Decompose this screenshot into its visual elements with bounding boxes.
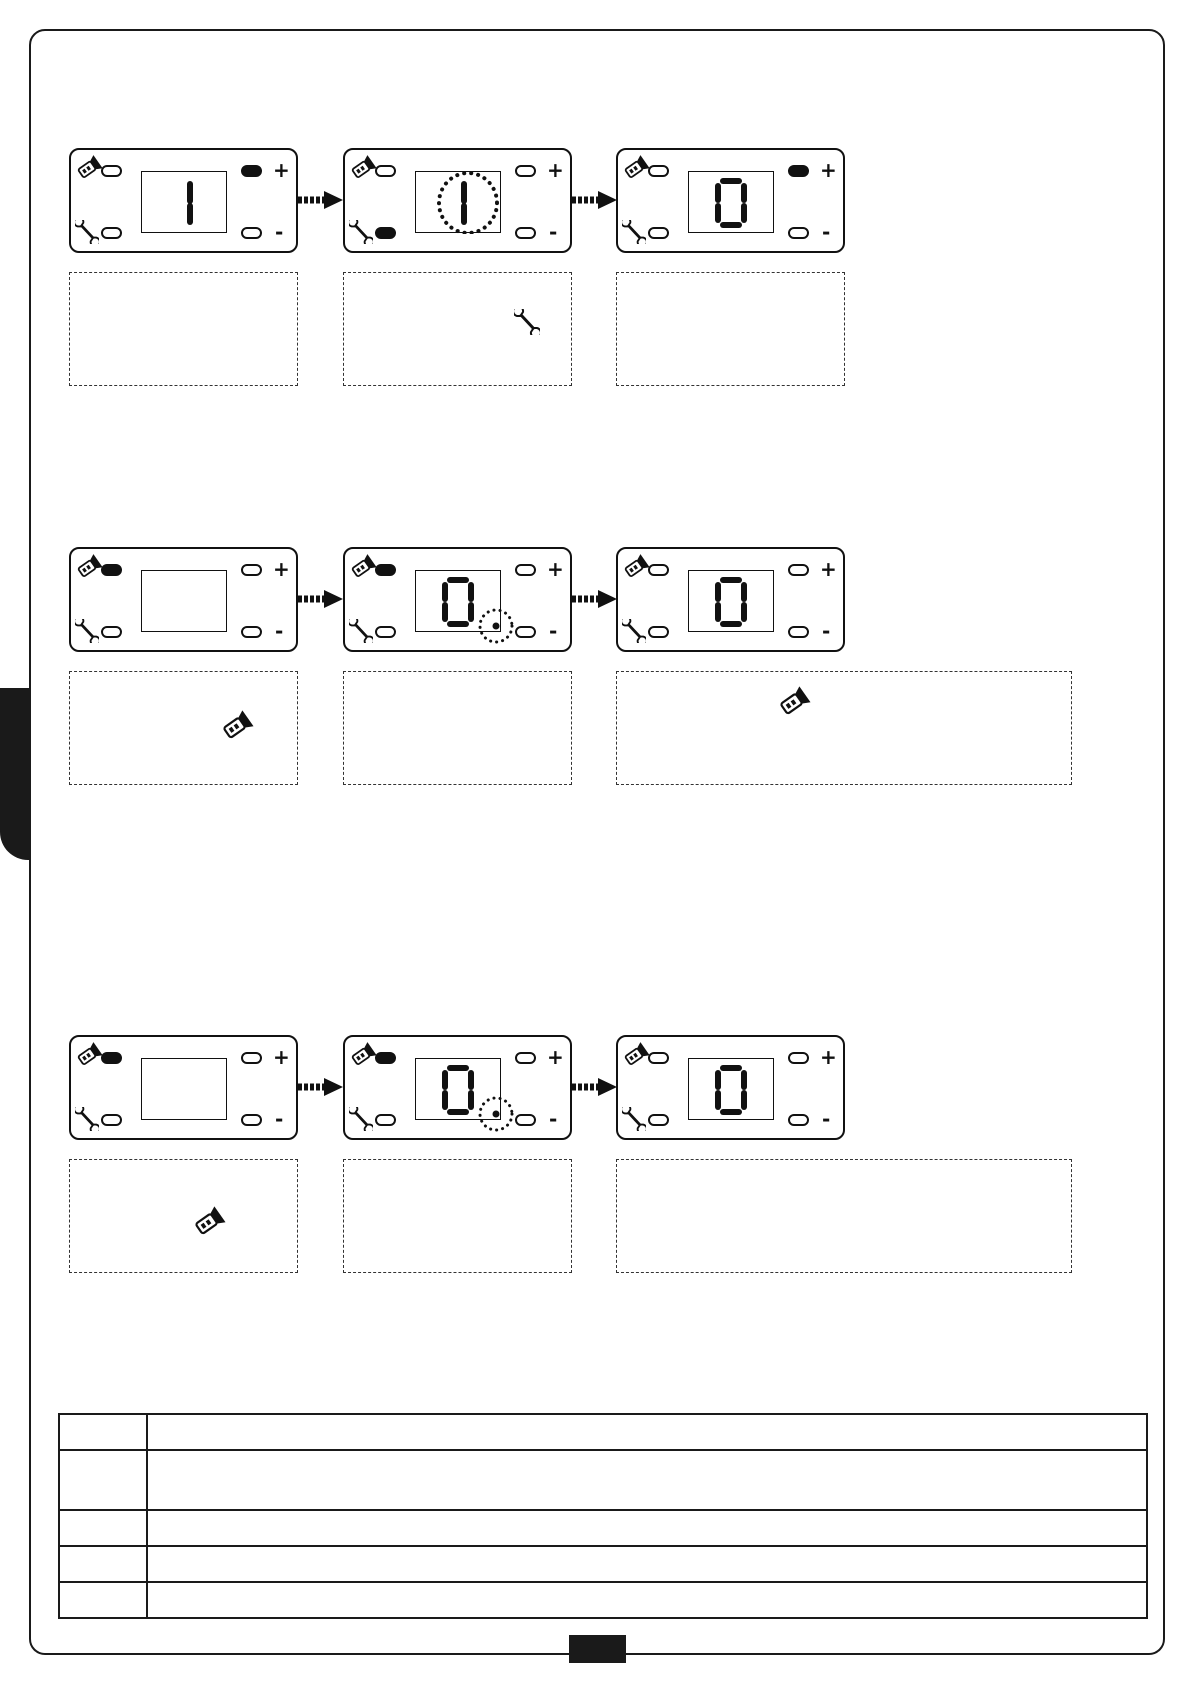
led-minus bbox=[788, 626, 809, 638]
plus-label: + bbox=[820, 158, 837, 182]
minus-label: - bbox=[549, 220, 558, 244]
remote-icon bbox=[349, 1042, 377, 1068]
wrench-icon-glyph bbox=[622, 220, 646, 244]
remote-icon-glyph bbox=[349, 554, 377, 580]
highlight-circle bbox=[439, 173, 497, 233]
led-minus bbox=[515, 227, 536, 239]
wrench-icon-glyph bbox=[75, 1107, 99, 1131]
step-arrow bbox=[572, 190, 618, 210]
led-wrench bbox=[101, 626, 122, 638]
remote-icon bbox=[777, 686, 811, 718]
plus-label: + bbox=[820, 1045, 837, 1069]
minus-label: - bbox=[275, 1107, 284, 1131]
wrench-icon bbox=[349, 619, 375, 645]
table-cell-description bbox=[147, 1450, 1147, 1510]
remote-icon-glyph bbox=[622, 1042, 650, 1068]
led-remote bbox=[648, 1052, 669, 1064]
remote-icon bbox=[220, 710, 254, 742]
note-box bbox=[69, 272, 298, 386]
note-box bbox=[343, 671, 572, 785]
table-cell-label bbox=[59, 1414, 147, 1450]
minus-label: - bbox=[549, 619, 558, 643]
control-panel bbox=[616, 1035, 845, 1140]
minus-label: - bbox=[822, 619, 831, 643]
wrench-icon bbox=[349, 1107, 375, 1133]
note-box bbox=[616, 671, 1072, 785]
remote-icon bbox=[349, 554, 377, 580]
wrench-icon bbox=[75, 619, 101, 645]
control-panel bbox=[69, 547, 298, 652]
table-cell-label bbox=[59, 1450, 147, 1510]
control-panel bbox=[343, 1035, 572, 1140]
plus-label: + bbox=[273, 557, 290, 581]
wrench-icon-glyph bbox=[349, 619, 373, 643]
page-number-tab bbox=[569, 1635, 626, 1663]
lcd-display bbox=[141, 570, 227, 632]
led-wrench bbox=[648, 1114, 669, 1126]
table-row bbox=[59, 1582, 1147, 1618]
step-arrow bbox=[298, 1077, 344, 1097]
led-remote bbox=[648, 564, 669, 576]
lcd-display bbox=[141, 171, 227, 233]
lcd-display bbox=[688, 171, 774, 233]
remote-icon-glyph bbox=[622, 155, 650, 181]
step-arrow bbox=[572, 1077, 618, 1097]
step-arrow bbox=[298, 190, 344, 210]
table-row bbox=[59, 1546, 1147, 1582]
wrench-icon-glyph bbox=[75, 619, 99, 643]
wrench-icon bbox=[622, 220, 648, 246]
step-arrow bbox=[572, 589, 618, 609]
wrench-icon bbox=[349, 220, 375, 246]
wrench-icon-glyph bbox=[349, 1107, 373, 1131]
led-plus bbox=[515, 564, 536, 576]
wrench-icon bbox=[622, 1107, 648, 1133]
led-remote bbox=[101, 165, 122, 177]
parameter-table bbox=[58, 1413, 1148, 1619]
plus-label: + bbox=[547, 158, 564, 182]
note-box bbox=[616, 1159, 1072, 1273]
table-row bbox=[59, 1414, 1147, 1450]
led-wrench bbox=[375, 227, 396, 239]
led-minus bbox=[788, 1114, 809, 1126]
note-box bbox=[616, 272, 845, 386]
led-wrench bbox=[101, 1114, 122, 1126]
table-cell-label bbox=[59, 1582, 147, 1618]
minus-label: - bbox=[822, 1107, 831, 1131]
led-remote bbox=[648, 165, 669, 177]
control-panel bbox=[616, 148, 845, 253]
led-remote bbox=[101, 1052, 122, 1064]
led-plus bbox=[788, 1052, 809, 1064]
table-cell-description bbox=[147, 1510, 1147, 1546]
led-minus bbox=[515, 1114, 536, 1126]
wrench-icon bbox=[75, 1107, 101, 1133]
note-box bbox=[69, 671, 298, 785]
lcd-digit bbox=[689, 172, 775, 234]
remote-icon bbox=[349, 155, 377, 181]
lcd-display bbox=[415, 171, 501, 233]
note-box bbox=[69, 1159, 298, 1273]
led-remote bbox=[375, 165, 396, 177]
table-cell-label bbox=[59, 1546, 147, 1582]
highlight-dot-circle bbox=[476, 606, 516, 646]
side-index-tab bbox=[0, 688, 30, 860]
led-plus bbox=[788, 165, 809, 177]
led-plus bbox=[788, 564, 809, 576]
led-plus bbox=[241, 564, 262, 576]
lcd-digit bbox=[689, 1059, 775, 1121]
plus-label: + bbox=[547, 557, 564, 581]
table-cell-description bbox=[147, 1414, 1147, 1450]
led-wrench bbox=[101, 227, 122, 239]
wrench-icon-glyph bbox=[622, 619, 646, 643]
remote-icon-glyph bbox=[75, 554, 103, 580]
table-cell-description bbox=[147, 1582, 1147, 1618]
remote-icon bbox=[75, 554, 103, 580]
led-remote bbox=[101, 564, 122, 576]
led-minus bbox=[788, 227, 809, 239]
table-cell-label bbox=[59, 1510, 147, 1546]
lcd-display bbox=[141, 1058, 227, 1120]
led-wrench bbox=[375, 626, 396, 638]
lcd-display bbox=[688, 1058, 774, 1120]
remote-icon-glyph bbox=[622, 554, 650, 580]
table-row bbox=[59, 1450, 1147, 1510]
remote-icon-glyph bbox=[349, 1042, 377, 1068]
led-minus bbox=[515, 626, 536, 638]
remote-icon bbox=[622, 155, 650, 181]
control-panel bbox=[69, 148, 298, 253]
remote-icon bbox=[75, 155, 103, 181]
minus-label: - bbox=[275, 619, 284, 643]
lcd-display bbox=[688, 570, 774, 632]
wrench-icon-glyph bbox=[349, 220, 373, 244]
led-remote bbox=[375, 564, 396, 576]
remote-icon-glyph bbox=[75, 155, 103, 181]
led-wrench bbox=[648, 626, 669, 638]
minus-label: - bbox=[822, 220, 831, 244]
lcd-digit bbox=[142, 571, 228, 633]
led-plus bbox=[241, 165, 262, 177]
plus-label: + bbox=[273, 1045, 290, 1069]
led-minus bbox=[241, 1114, 262, 1126]
led-remote bbox=[375, 1052, 396, 1064]
highlight-dot-circle bbox=[476, 1094, 516, 1134]
minus-label: - bbox=[275, 220, 284, 244]
wrench-icon bbox=[514, 309, 540, 335]
remote-icon bbox=[75, 1042, 103, 1068]
control-panel bbox=[343, 148, 572, 253]
note-box bbox=[343, 272, 572, 386]
remote-icon bbox=[622, 1042, 650, 1068]
wrench-icon bbox=[75, 220, 101, 246]
led-plus bbox=[515, 165, 536, 177]
led-minus bbox=[241, 626, 262, 638]
lcd-digit bbox=[142, 1059, 228, 1121]
remote-icon-glyph bbox=[75, 1042, 103, 1068]
led-wrench bbox=[648, 227, 669, 239]
table-row bbox=[59, 1510, 1147, 1546]
remote-icon bbox=[192, 1206, 226, 1238]
wrench-icon bbox=[622, 619, 648, 645]
lcd-digit bbox=[689, 571, 775, 633]
lcd-digit bbox=[142, 172, 228, 234]
led-minus bbox=[241, 227, 262, 239]
wrench-icon-glyph bbox=[622, 1107, 646, 1131]
note-box bbox=[343, 1159, 572, 1273]
table-cell-description bbox=[147, 1546, 1147, 1582]
remote-icon-glyph bbox=[349, 155, 377, 181]
led-plus bbox=[515, 1052, 536, 1064]
remote-icon bbox=[622, 554, 650, 580]
plus-label: + bbox=[273, 158, 290, 182]
step-arrow bbox=[298, 589, 344, 609]
control-panel bbox=[343, 547, 572, 652]
wrench-icon-glyph bbox=[75, 220, 99, 244]
minus-label: - bbox=[549, 1107, 558, 1131]
lcd-digit bbox=[416, 172, 502, 234]
led-wrench bbox=[375, 1114, 396, 1126]
led-plus bbox=[241, 1052, 262, 1064]
plus-label: + bbox=[820, 557, 837, 581]
plus-label: + bbox=[547, 1045, 564, 1069]
control-panel bbox=[69, 1035, 298, 1140]
control-panel bbox=[616, 547, 845, 652]
